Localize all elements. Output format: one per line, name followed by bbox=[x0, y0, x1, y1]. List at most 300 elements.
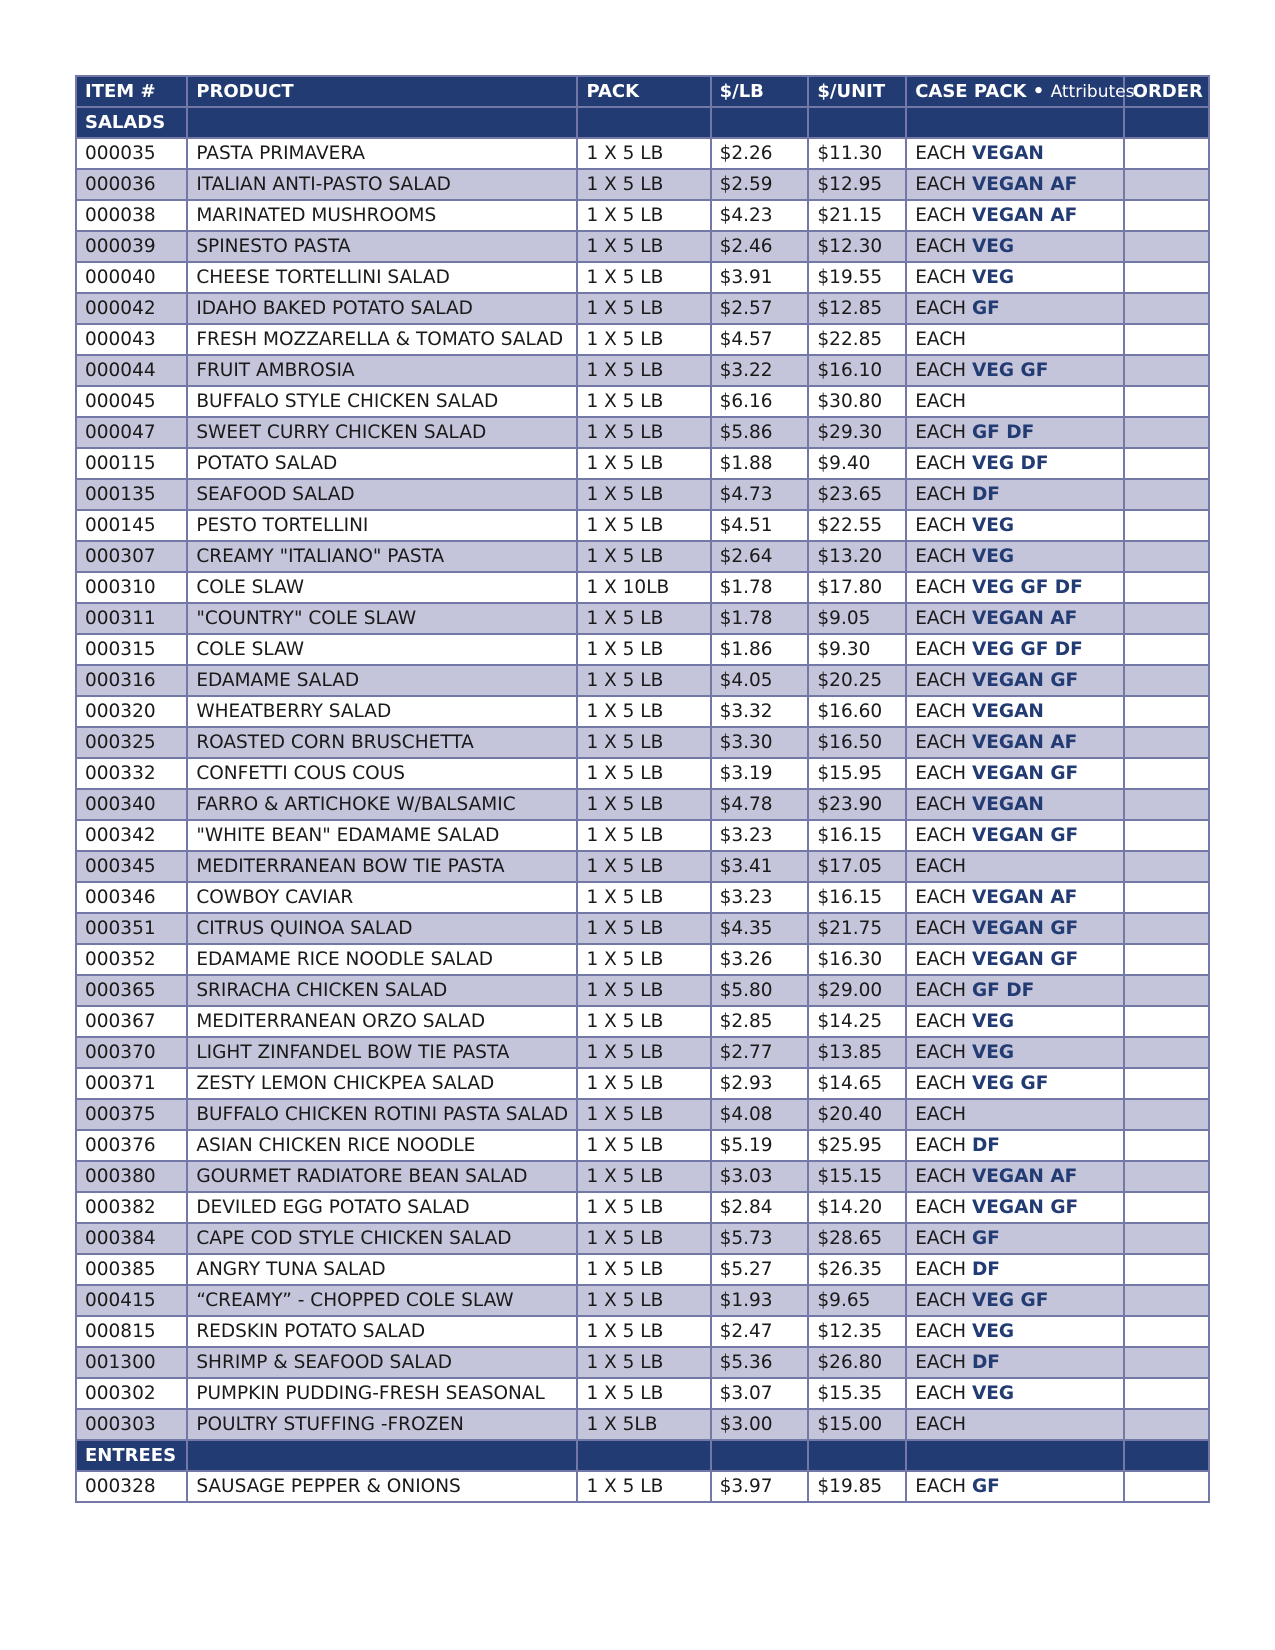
case-pack-cell bbox=[906, 1130, 1123, 1161]
price-per-unit: $12.30 bbox=[808, 231, 906, 262]
table-row bbox=[76, 1006, 1209, 1037]
case-pack-cell bbox=[906, 851, 1123, 882]
item-number: 000320 bbox=[76, 696, 187, 727]
dietary-attributes: VEGAN GF bbox=[971, 825, 1079, 846]
table-row bbox=[76, 1378, 1209, 1409]
item-number: 000042 bbox=[76, 293, 187, 324]
product-name: BUFFALO CHICKEN ROTINI PASTA SALAD bbox=[187, 1099, 577, 1130]
order-quantity-cell[interactable] bbox=[1124, 417, 1209, 448]
table-row bbox=[76, 572, 1209, 603]
price-per-unit: $12.35 bbox=[808, 1316, 906, 1347]
order-quantity-cell[interactable] bbox=[1124, 200, 1209, 231]
product-name: CAPE COD STYLE CHICKEN SALAD bbox=[187, 1223, 577, 1254]
column-header-price-per-lb: $/LB bbox=[711, 76, 809, 107]
case-pack-cell bbox=[906, 1099, 1123, 1130]
pack-size: 1 X 5 LB bbox=[577, 231, 710, 262]
dietary-attributes: VEGAN bbox=[971, 794, 1044, 815]
case-pack-text: EACH bbox=[915, 1321, 967, 1342]
item-number: 000316 bbox=[76, 665, 187, 696]
table-body bbox=[76, 107, 1209, 1502]
price-per-unit: $19.85 bbox=[808, 1471, 906, 1502]
case-pack-text: EACH bbox=[915, 1414, 967, 1435]
dietary-attributes: VEG bbox=[971, 1042, 1015, 1063]
order-quantity-cell[interactable] bbox=[1124, 727, 1209, 758]
pack-size: 1 X 10LB bbox=[577, 572, 710, 603]
dietary-attributes: VEGAN AF bbox=[971, 887, 1078, 908]
table-row bbox=[76, 169, 1209, 200]
item-number: 000039 bbox=[76, 231, 187, 262]
product-name: SEAFOOD SALAD bbox=[187, 479, 577, 510]
price-per-lb: $3.26 bbox=[711, 944, 809, 975]
product-name: PASTA PRIMAVERA bbox=[187, 138, 577, 169]
pack-size: 1 X 5 LB bbox=[577, 479, 710, 510]
price-per-lb: $2.57 bbox=[711, 293, 809, 324]
price-per-unit: $26.80 bbox=[808, 1347, 906, 1378]
dietary-attributes: VEGAN AF bbox=[971, 174, 1078, 195]
case-pack-text: EACH bbox=[915, 918, 967, 939]
case-pack-cell bbox=[906, 169, 1123, 200]
dietary-attributes: VEG bbox=[971, 1011, 1015, 1032]
table-row bbox=[76, 448, 1209, 479]
order-quantity-cell[interactable] bbox=[1124, 696, 1209, 727]
item-number: 000315 bbox=[76, 634, 187, 665]
pack-size: 1 X 5 LB bbox=[577, 789, 710, 820]
order-quantity-cell[interactable] bbox=[1124, 820, 1209, 851]
case-pack-cell bbox=[906, 1068, 1123, 1099]
pack-size: 1 X 5 LB bbox=[577, 665, 710, 696]
item-number: 000815 bbox=[76, 1316, 187, 1347]
dietary-attributes: GF DF bbox=[971, 422, 1035, 443]
table-row bbox=[76, 138, 1209, 169]
pack-size: 1 X 5 LB bbox=[577, 138, 710, 169]
product-name: IDAHO BAKED POTATO SALAD bbox=[187, 293, 577, 324]
section-blank-cell bbox=[1124, 107, 1209, 138]
product-name: “CREAMY” - CHOPPED COLE SLAW bbox=[187, 1285, 577, 1316]
price-per-lb: $5.80 bbox=[711, 975, 809, 1006]
order-quantity-cell[interactable] bbox=[1124, 1161, 1209, 1192]
case-pack-cell bbox=[906, 510, 1123, 541]
price-per-unit: $16.30 bbox=[808, 944, 906, 975]
item-number: 000340 bbox=[76, 789, 187, 820]
table-row bbox=[76, 479, 1209, 510]
dietary-attributes: VEG GF bbox=[971, 1073, 1049, 1094]
price-per-unit: $9.05 bbox=[808, 603, 906, 634]
item-number: 001300 bbox=[76, 1347, 187, 1378]
table-row bbox=[76, 1037, 1209, 1068]
pack-size: 1 X 5 LB bbox=[577, 200, 710, 231]
price-per-lb: $2.77 bbox=[711, 1037, 809, 1068]
order-quantity-cell[interactable] bbox=[1124, 975, 1209, 1006]
case-pack-text: EACH bbox=[915, 732, 967, 753]
case-pack-cell bbox=[906, 386, 1123, 417]
dietary-attributes: VEGAN bbox=[971, 701, 1044, 722]
item-number: 000145 bbox=[76, 510, 187, 541]
section-blank-cell bbox=[906, 107, 1123, 138]
product-name: MARINATED MUSHROOMS bbox=[187, 200, 577, 231]
table-row bbox=[76, 1161, 1209, 1192]
order-quantity-cell[interactable] bbox=[1124, 293, 1209, 324]
product-name: CITRUS QUINOA SALAD bbox=[187, 913, 577, 944]
price-per-lb: $1.86 bbox=[711, 634, 809, 665]
price-per-lb: $2.46 bbox=[711, 231, 809, 262]
dietary-attributes: VEG bbox=[971, 1321, 1015, 1342]
dietary-attributes: VEGAN GF bbox=[971, 670, 1079, 691]
order-quantity-cell[interactable] bbox=[1124, 1130, 1209, 1161]
case-pack-cell bbox=[906, 262, 1123, 293]
order-quantity-cell[interactable] bbox=[1124, 1471, 1209, 1502]
dietary-attributes: VEG bbox=[971, 1383, 1015, 1404]
product-name: BUFFALO STYLE CHICKEN SALAD bbox=[187, 386, 577, 417]
pack-size: 1 X 5 LB bbox=[577, 1192, 710, 1223]
item-number: 000384 bbox=[76, 1223, 187, 1254]
table-row bbox=[76, 758, 1209, 789]
case-pack-text: EACH bbox=[915, 887, 967, 908]
dietary-attributes: VEGAN GF bbox=[971, 1197, 1079, 1218]
order-quantity-cell[interactable] bbox=[1124, 882, 1209, 913]
case-pack-text: EACH bbox=[915, 1197, 967, 1218]
product-name: CHEESE TORTELLINI SALAD bbox=[187, 262, 577, 293]
pack-size: 1 X 5 LB bbox=[577, 634, 710, 665]
price-per-lb: $2.93 bbox=[711, 1068, 809, 1099]
pack-size: 1 X 5 LB bbox=[577, 293, 710, 324]
case-pack-text: EACH bbox=[915, 515, 967, 536]
item-number: 000325 bbox=[76, 727, 187, 758]
table-row bbox=[76, 417, 1209, 448]
dietary-attributes: VEG bbox=[971, 236, 1015, 257]
pack-size: 1 X 5 LB bbox=[577, 510, 710, 541]
case-pack-text: EACH bbox=[915, 1135, 967, 1156]
order-quantity-cell[interactable] bbox=[1124, 851, 1209, 882]
order-quantity-cell[interactable] bbox=[1124, 572, 1209, 603]
dietary-attributes: VEG GF DF bbox=[971, 639, 1083, 660]
pack-size: 1 X 5 LB bbox=[577, 851, 710, 882]
pack-size: 1 X 5 LB bbox=[577, 262, 710, 293]
case-pack-cell bbox=[906, 479, 1123, 510]
item-number: 000367 bbox=[76, 1006, 187, 1037]
table-row bbox=[76, 1347, 1209, 1378]
item-number: 000345 bbox=[76, 851, 187, 882]
product-name: FRESH MOZZARELLA & TOMATO SALAD bbox=[187, 324, 577, 355]
price-per-unit: $29.30 bbox=[808, 417, 906, 448]
pack-size: 1 X 5 LB bbox=[577, 1068, 710, 1099]
product-name: SWEET CURRY CHICKEN SALAD bbox=[187, 417, 577, 448]
case-pack-text: EACH bbox=[915, 143, 967, 164]
dietary-attributes: VEGAN bbox=[971, 143, 1044, 164]
order-quantity-cell[interactable] bbox=[1124, 758, 1209, 789]
price-per-unit: $12.95 bbox=[808, 169, 906, 200]
price-per-unit: $12.85 bbox=[808, 293, 906, 324]
price-per-unit: $13.20 bbox=[808, 541, 906, 572]
order-quantity-cell[interactable] bbox=[1124, 262, 1209, 293]
item-number: 000382 bbox=[76, 1192, 187, 1223]
case-pack-cell bbox=[906, 200, 1123, 231]
price-per-unit: $17.80 bbox=[808, 572, 906, 603]
case-pack-text: EACH bbox=[915, 949, 967, 970]
case-pack-text: EACH bbox=[915, 670, 967, 691]
pack-size: 1 X 5 LB bbox=[577, 1161, 710, 1192]
case-pack-text: EACH bbox=[915, 1042, 967, 1063]
price-per-unit: $26.35 bbox=[808, 1254, 906, 1285]
price-per-unit: $20.25 bbox=[808, 665, 906, 696]
order-quantity-cell[interactable] bbox=[1124, 1223, 1209, 1254]
order-quantity-cell[interactable] bbox=[1124, 541, 1209, 572]
price-per-unit: $28.65 bbox=[808, 1223, 906, 1254]
table-row bbox=[76, 355, 1209, 386]
price-per-unit: $29.00 bbox=[808, 975, 906, 1006]
case-pack-cell bbox=[906, 324, 1123, 355]
case-pack-cell bbox=[906, 789, 1123, 820]
section-blank-cell bbox=[808, 107, 906, 138]
case-pack-text: EACH bbox=[915, 794, 967, 815]
price-per-lb: $2.64 bbox=[711, 541, 809, 572]
table-row bbox=[76, 1130, 1209, 1161]
order-quantity-cell[interactable] bbox=[1124, 1254, 1209, 1285]
dietary-attributes: GF bbox=[971, 298, 1000, 319]
item-number: 000375 bbox=[76, 1099, 187, 1130]
product-name: PESTO TORTELLINI bbox=[187, 510, 577, 541]
order-quantity-cell[interactable] bbox=[1124, 138, 1209, 169]
case-pack-cell bbox=[906, 1037, 1123, 1068]
order-quantity-cell[interactable] bbox=[1124, 1099, 1209, 1130]
dietary-attributes: VEGAN GF bbox=[971, 949, 1079, 970]
order-quantity-cell[interactable] bbox=[1124, 355, 1209, 386]
order-quantity-cell[interactable] bbox=[1124, 603, 1209, 634]
table-row bbox=[76, 975, 1209, 1006]
price-per-unit: $23.65 bbox=[808, 479, 906, 510]
case-pack-text: EACH bbox=[915, 1073, 967, 1094]
price-per-lb: $2.84 bbox=[711, 1192, 809, 1223]
product-name: SAUSAGE PEPPER & ONIONS bbox=[187, 1471, 577, 1502]
price-per-unit: $14.20 bbox=[808, 1192, 906, 1223]
table-header-row bbox=[76, 76, 1209, 107]
item-number: 000038 bbox=[76, 200, 187, 231]
order-quantity-cell[interactable] bbox=[1124, 1285, 1209, 1316]
dietary-attributes: VEG bbox=[971, 515, 1015, 536]
item-number: 000385 bbox=[76, 1254, 187, 1285]
section-blank-cell bbox=[711, 1440, 809, 1471]
order-quantity-cell[interactable] bbox=[1124, 1037, 1209, 1068]
pack-size: 1 X 5 LB bbox=[577, 1037, 710, 1068]
order-quantity-cell[interactable] bbox=[1124, 1068, 1209, 1099]
case-pack-text: EACH bbox=[915, 236, 967, 257]
table-row bbox=[76, 262, 1209, 293]
product-order-table bbox=[75, 75, 1210, 1503]
table-row bbox=[76, 1099, 1209, 1130]
price-per-lb: $5.73 bbox=[711, 1223, 809, 1254]
pack-size: 1 X 5 LB bbox=[577, 696, 710, 727]
case-pack-text: EACH bbox=[915, 546, 967, 567]
table-row bbox=[76, 386, 1209, 417]
pack-size: 1 X 5 LB bbox=[577, 1378, 710, 1409]
dietary-attributes: DF bbox=[971, 1259, 1000, 1280]
case-pack-cell bbox=[906, 293, 1123, 324]
order-quantity-cell[interactable] bbox=[1124, 169, 1209, 200]
order-quantity-cell[interactable] bbox=[1124, 1006, 1209, 1037]
table-row bbox=[76, 665, 1209, 696]
order-quantity-cell[interactable] bbox=[1124, 479, 1209, 510]
price-per-lb: $4.23 bbox=[711, 200, 809, 231]
price-per-lb: $1.78 bbox=[711, 572, 809, 603]
price-per-unit: $21.15 bbox=[808, 200, 906, 231]
pack-size: 1 X 5 LB bbox=[577, 913, 710, 944]
order-quantity-cell[interactable] bbox=[1124, 324, 1209, 355]
order-quantity-cell[interactable] bbox=[1124, 1378, 1209, 1409]
column-header-price-per-unit: $/UNIT bbox=[808, 76, 906, 107]
item-number: 000310 bbox=[76, 572, 187, 603]
case-pack-cell bbox=[906, 1192, 1123, 1223]
dietary-attributes: VEG bbox=[971, 267, 1015, 288]
order-quantity-cell[interactable] bbox=[1124, 944, 1209, 975]
pack-size: 1 X 5 LB bbox=[577, 1130, 710, 1161]
table-row bbox=[76, 913, 1209, 944]
pack-size: 1 X 5 LB bbox=[577, 1006, 710, 1037]
case-pack-text: EACH bbox=[915, 856, 967, 877]
item-number: 000371 bbox=[76, 1068, 187, 1099]
table-row bbox=[76, 200, 1209, 231]
case-pack-cell bbox=[906, 634, 1123, 665]
section-blank-cell bbox=[808, 1440, 906, 1471]
dietary-attributes: VEGAN AF bbox=[971, 608, 1078, 629]
price-per-lb: $3.03 bbox=[711, 1161, 809, 1192]
case-pack-cell bbox=[906, 696, 1123, 727]
price-per-unit: $9.40 bbox=[808, 448, 906, 479]
item-number: 000307 bbox=[76, 541, 187, 572]
section-name: ENTREES bbox=[76, 1440, 187, 1471]
order-quantity-cell[interactable] bbox=[1124, 1316, 1209, 1347]
item-number: 000328 bbox=[76, 1471, 187, 1502]
product-name: COWBOY CAVIAR bbox=[187, 882, 577, 913]
pack-size: 1 X 5 LB bbox=[577, 975, 710, 1006]
product-name: POTATO SALAD bbox=[187, 448, 577, 479]
item-number: 000303 bbox=[76, 1409, 187, 1440]
item-number: 000415 bbox=[76, 1285, 187, 1316]
price-per-lb: $4.78 bbox=[711, 789, 809, 820]
table-row bbox=[76, 293, 1209, 324]
price-per-lb: $4.35 bbox=[711, 913, 809, 944]
table-row bbox=[76, 634, 1209, 665]
product-name: REDSKIN POTATO SALAD bbox=[187, 1316, 577, 1347]
dietary-attributes: VEGAN AF bbox=[971, 205, 1078, 226]
item-number: 000376 bbox=[76, 1130, 187, 1161]
price-per-lb: $3.30 bbox=[711, 727, 809, 758]
item-number: 000365 bbox=[76, 975, 187, 1006]
price-per-lb: $2.47 bbox=[711, 1316, 809, 1347]
item-number: 000332 bbox=[76, 758, 187, 789]
case-pack-cell bbox=[906, 1006, 1123, 1037]
item-number: 000045 bbox=[76, 386, 187, 417]
price-per-unit: $11.30 bbox=[808, 138, 906, 169]
price-per-lb: $3.91 bbox=[711, 262, 809, 293]
price-per-lb: $1.88 bbox=[711, 448, 809, 479]
case-pack-cell bbox=[906, 1409, 1123, 1440]
pack-size: 1 X 5 LB bbox=[577, 386, 710, 417]
case-pack-cell bbox=[906, 882, 1123, 913]
item-number: 000342 bbox=[76, 820, 187, 851]
case-pack-cell bbox=[906, 913, 1123, 944]
price-per-unit: $22.85 bbox=[808, 324, 906, 355]
case-pack-text: EACH bbox=[915, 453, 967, 474]
order-quantity-cell[interactable] bbox=[1124, 386, 1209, 417]
price-per-lb: $4.51 bbox=[711, 510, 809, 541]
price-per-lb: $3.19 bbox=[711, 758, 809, 789]
item-number: 000047 bbox=[76, 417, 187, 448]
order-quantity-cell[interactable] bbox=[1124, 510, 1209, 541]
case-pack-text: EACH bbox=[915, 1011, 967, 1032]
section-header-row bbox=[76, 1440, 1209, 1471]
case-pack-cell bbox=[906, 665, 1123, 696]
case-pack-text: EACH bbox=[915, 205, 967, 226]
product-name: SHRIMP & SEAFOOD SALAD bbox=[187, 1347, 577, 1378]
table-row bbox=[76, 603, 1209, 634]
order-quantity-cell[interactable] bbox=[1124, 665, 1209, 696]
price-per-lb: $5.19 bbox=[711, 1130, 809, 1161]
column-header-product: PRODUCT bbox=[187, 76, 577, 107]
table-row bbox=[76, 1316, 1209, 1347]
price-per-unit: $15.35 bbox=[808, 1378, 906, 1409]
case-pack-cell bbox=[906, 572, 1123, 603]
pack-size: 1 X 5 LB bbox=[577, 417, 710, 448]
pack-size: 1 X 5 LB bbox=[577, 1099, 710, 1130]
order-quantity-cell[interactable] bbox=[1124, 634, 1209, 665]
column-header-case-pack bbox=[906, 76, 1135, 107]
order-quantity-cell[interactable] bbox=[1124, 1192, 1209, 1223]
price-per-unit: $30.80 bbox=[808, 386, 906, 417]
product-name: COLE SLAW bbox=[187, 634, 577, 665]
table-row bbox=[76, 510, 1209, 541]
order-quantity-cell[interactable] bbox=[1124, 789, 1209, 820]
item-number: 000115 bbox=[76, 448, 187, 479]
case-pack-cell bbox=[906, 603, 1123, 634]
pack-size: 1 X 5 LB bbox=[577, 758, 710, 789]
price-per-unit: $23.90 bbox=[808, 789, 906, 820]
price-per-lb: $3.41 bbox=[711, 851, 809, 882]
order-quantity-cell[interactable] bbox=[1124, 1347, 1209, 1378]
table-row bbox=[76, 789, 1209, 820]
order-quantity-cell[interactable] bbox=[1124, 913, 1209, 944]
column-header-item: ITEM # bbox=[76, 76, 187, 107]
dietary-attributes: VEGAN GF bbox=[971, 918, 1079, 939]
table-row bbox=[76, 944, 1209, 975]
case-pack-text: EACH bbox=[915, 360, 967, 381]
case-pack-text: EACH bbox=[915, 980, 967, 1001]
order-quantity-cell[interactable] bbox=[1124, 448, 1209, 479]
pack-size: 1 X 5 LB bbox=[577, 603, 710, 634]
item-number: 000352 bbox=[76, 944, 187, 975]
price-per-unit: $16.10 bbox=[808, 355, 906, 386]
price-per-unit: $9.65 bbox=[808, 1285, 906, 1316]
price-per-lb: $6.16 bbox=[711, 386, 809, 417]
order-quantity-cell[interactable] bbox=[1124, 1409, 1209, 1440]
case-pack-text: EACH bbox=[915, 298, 967, 319]
price-per-lb: $4.08 bbox=[711, 1099, 809, 1130]
pack-size: 1 X 5 LB bbox=[577, 1254, 710, 1285]
pack-size: 1 X 5 LB bbox=[577, 324, 710, 355]
product-name: CREAMY "ITALIANO" PASTA bbox=[187, 541, 577, 572]
item-number: 000040 bbox=[76, 262, 187, 293]
dietary-attributes: VEGAN AF bbox=[971, 732, 1078, 753]
price-per-unit: $22.55 bbox=[808, 510, 906, 541]
pack-size: 1 X 5 LB bbox=[577, 1316, 710, 1347]
product-name: CONFETTI COUS COUS bbox=[187, 758, 577, 789]
pack-size: 1 X 5 LB bbox=[577, 820, 710, 851]
order-quantity-cell[interactable] bbox=[1124, 231, 1209, 262]
table-row bbox=[76, 851, 1209, 882]
case-pack-text: EACH bbox=[915, 608, 967, 629]
price-per-lb: $5.86 bbox=[711, 417, 809, 448]
table-row bbox=[76, 1285, 1209, 1316]
price-per-lb: $3.97 bbox=[711, 1471, 809, 1502]
product-name: LIGHT ZINFANDEL BOW TIE PASTA bbox=[187, 1037, 577, 1068]
